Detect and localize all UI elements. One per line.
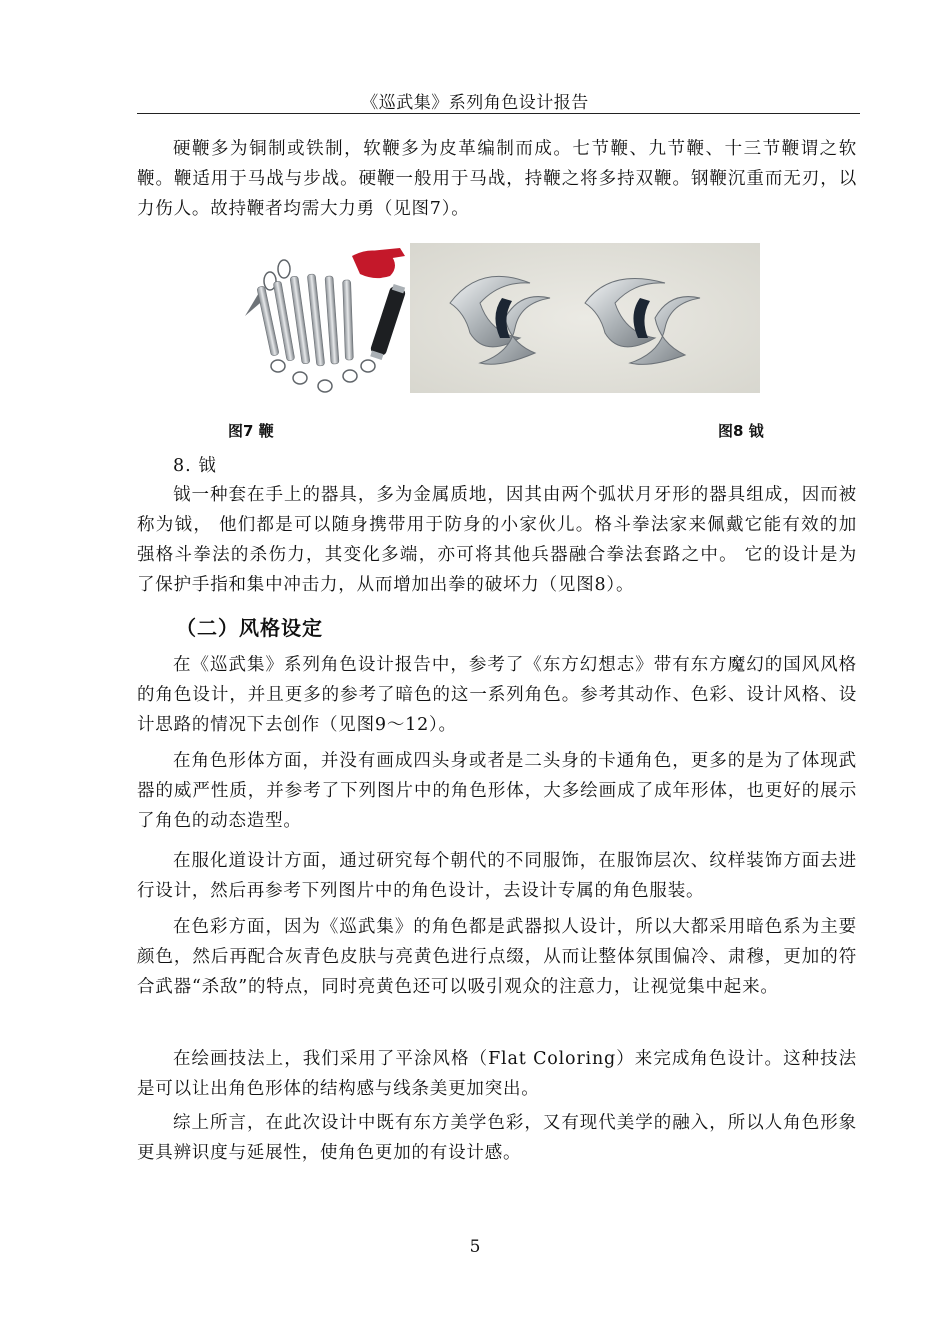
whip-icon — [240, 246, 410, 411]
item-heading-8: 8. 钺 — [173, 456, 217, 476]
paragraph-costume: 在服化道设计方面，通过研究每个朝代的不同服饰，在服饰层次、纹样装饰方面去进行设计，然后再参考下列图片中的角色设计，去设计专属的角色服装。 — [137, 851, 857, 901]
figure-8-caption: 图8 钺 — [718, 422, 764, 440]
paragraph-color: 在色彩方面，因为《巡武集》的角色都是武器拟人设计，所以大都采用暗色系为主要颜色，然后再配合灰青色皮肤与亮黄色进行点缀，从而让整体氛围偏冷、肃穆，更加的符合武器“杀敌”的特点，同时亮黄色还可以吸引观众的注意力，让视觉集中起来。 — [137, 917, 857, 997]
figure-7-caption: 图7 鞭 — [228, 422, 274, 440]
paragraph-technique: 在绘画技法上，我们采用了平涂风格（Flat Coloring）来完成角色设计。这种技法是可以让出角色形体的结构感与线条美更加突出。 — [137, 1049, 857, 1099]
figure-7-whip-image — [240, 246, 410, 411]
paragraph-reference: 在《巡武集》系列角色设计报告中，参考了《东方幻想志》带有东方魔幻的国风风格的角色设计，并且更多的参考了暗色的这一系列角色。参考其动作、色彩、设计风格、设计思路的情况下去创作（见图9～12）。 — [137, 655, 857, 735]
paragraph-crescent-description: 钺一种套在手上的器具，多为金属质地，因其由两个弧状月牙形的器具组成，因而被称为钺， 他们都是可以随身携带用于防身的小家伙儿。格斗拳法家来佩戴它能有效的加强格斗拳法的杀伤力，其变化多端，亦可将其他兵器融合拳法套路之中。 它的设计是为了保护手指和集中冲击力，从而增加出拳的破坏力（见图8）。 — [137, 485, 857, 595]
figure-8-crescent-blades-image — [410, 243, 760, 393]
header-rule — [137, 113, 860, 114]
crescent-blades-icon — [410, 243, 760, 393]
paragraph-body-shape: 在角色形体方面，并没有画成四头身或者是二头身的卡通角色，更多的是为了体现武器的威严性质，并参考了下列图片中的角色形体，大多绘画成了成年形体，也更好的展示了角色的动态造型。 — [137, 751, 857, 831]
page-header-title: 《巡武集》系列角色设计报告 — [361, 93, 589, 113]
section-title-style-setting: （二）风格设定 — [176, 616, 323, 640]
paragraph-whip-description: 硬鞭多为铜制或铁制，软鞭多为皮革编制而成。七节鞭、九节鞭、十三节鞭谓之软鞭。鞭适用于马战与步战。硬鞭一般用于马战，持鞭之将多持双鞭。钢鞭沉重而无刃，以力伤人。故持鞭者均需大力勇（见图7）。 — [137, 139, 857, 219]
page-number: 5 — [469, 1237, 481, 1257]
paragraph-summary: 综上所言，在此次设计中既有东方美学色彩，又有现代美学的融入，所以人角色形象更具辨识度与延展性，使角色更加的有设计感。 — [137, 1113, 857, 1163]
